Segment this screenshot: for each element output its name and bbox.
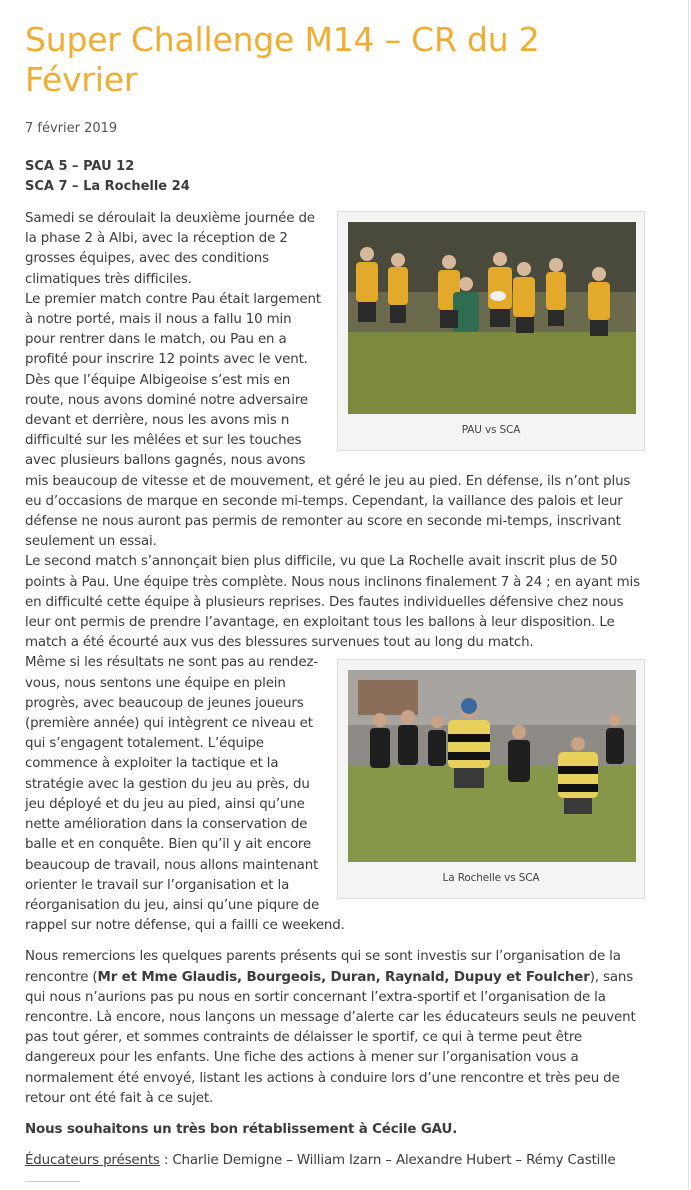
thanks-text-before: Nous remercions les quelques parents présents qui se sont investis sur l’organisation de la rencontre ( (25, 949, 621, 985)
paragraph-match-pau: Le premier match contre Pau était largement à notre porté, mais il nous a fallu 10 min pour rentrer dans le match, ou Pau en a profité pour inscrire 12 points avec le vent. Dès que l’équipe Albigeoise s’est mis en route, nous avons dominé notre adversaire devant et derrière, nous les avons mis n difficulté sur les mêlées et sur les touches avec plusieurs ballons gagnés, nous avons mis beaucoup de vitesse et de mouvement, et géré le jeu au pied. En défense, ils n’ont plus eu d’occasions de marque en seconde mi-temps. Cependant, la vaillance des palois et leur défense ne nous auront pas permis de remonter au score en seconde mi-temps, inscrivant seulement un essai. (25, 291, 631, 550)
figure-caption-la-rochelle-vs-sca: La Rochelle vs SCA (442, 872, 540, 885)
thanks-text-after: ), sans qui nous n’aurions pas pu nous en sortir concernant l’extra-sportif et l’organisation de la rencontre. Là encore, nous lançons un message d’alerte car les éducateurs seuls ne peuvent pas tout gérer, et sommes contraints de délaisser le sportif, ce qui à terme peut être dangereux pour les enfants. Une fiche des actions à mener sur l’organisation vous a normalement été envoyé, listant les actions à conduire lors d’une rencontre et très peu de retour ont été fait à ce sujet. (25, 969, 636, 1106)
rugby-photo-la-rochelle-vs-sca[interactable] (348, 670, 636, 862)
paragraph-get-well: Nous souhaitons un très bon rétablissement à Cécile GAU. (25, 1121, 458, 1137)
thanks-parent-names: Mr et Mme Glaudis, Bourgeois, Duran, Raynald, Dupuy et Foulcher (97, 969, 590, 985)
match-scores (25, 157, 645, 197)
score-line-pau: SCA 5 – PAU 12 (25, 159, 135, 174)
figure-la-rochelle-vs-sca[interactable] (337, 659, 645, 899)
paragraph-educators (25, 1151, 645, 1171)
paragraph-thanks (25, 947, 645, 1109)
educators-label: Éducateurs présents (25, 1153, 160, 1169)
figure-pau-vs-sca[interactable] (337, 211, 645, 451)
educators-names: Charlie Demigne – William Izarn – Alexandre Hubert – Rémy Castille (172, 1153, 616, 1169)
article (25, 20, 645, 1182)
rugby-photo-pau-vs-sca[interactable] (348, 222, 636, 414)
article-title: Super Challenge M14 – CR du 2 Février (25, 20, 540, 99)
educators-separator: : (159, 1153, 173, 1169)
article-body (25, 209, 645, 1182)
article-date: 7 février 2019 (25, 121, 118, 136)
page-edge-rule (688, 0, 689, 1190)
footer-divider (25, 1181, 80, 1182)
paragraph-match-la-rochelle: Le second match s’annonçait bien plus difficile, vu que La Rochelle avait inscrit plus de 50 points à Pau. Une équipe très complète. Nous nous inclinons finalement 7 à 24 ; en ayant mis en difficulté cette équipe à plusieurs reprises. Des fautes individuelles défensive chez nous leur ont permis de prendre l’avantage, en exploitant tous les ballons à leur disposition. Le match a été écourté aux vus des blessures survenues tout au long du match. (25, 554, 640, 651)
score-line-la-rochelle: SCA 7 – La Rochelle 24 (25, 179, 190, 194)
paragraph-intro: Samedi se déroulait la deuxième journée de la phase 2 à Albi, avec la réception de 2 grosses équipes, avec des conditions climatiques très difficiles. (25, 211, 315, 287)
figure-caption-pau-vs-sca: PAU vs SCA (461, 424, 521, 436)
paragraph-progress: Même si les résultats ne sont pas au rendez-vous, nous sentons une équipe en plein progrès, avec beaucoup de jeunes joueurs (première année) qui intègrent ce niveau et qui s’engagent totalement. L’équipe commence à exploiter la tactique et la stratégie avec la gestion du jeu au près, du jeu déployé et du jeu au pied, ainsi qu’une nette amélioration dans la conservation de balle et en conquête. Bien qu’il y ait encore beaucoup de travail, nous allons maintenant orienter le travail sur l’organisation et la réorganisation du jeu, ainsi qu’une piqure de rappel sur notre défense, qui a failli ce weekend. (25, 655, 345, 934)
